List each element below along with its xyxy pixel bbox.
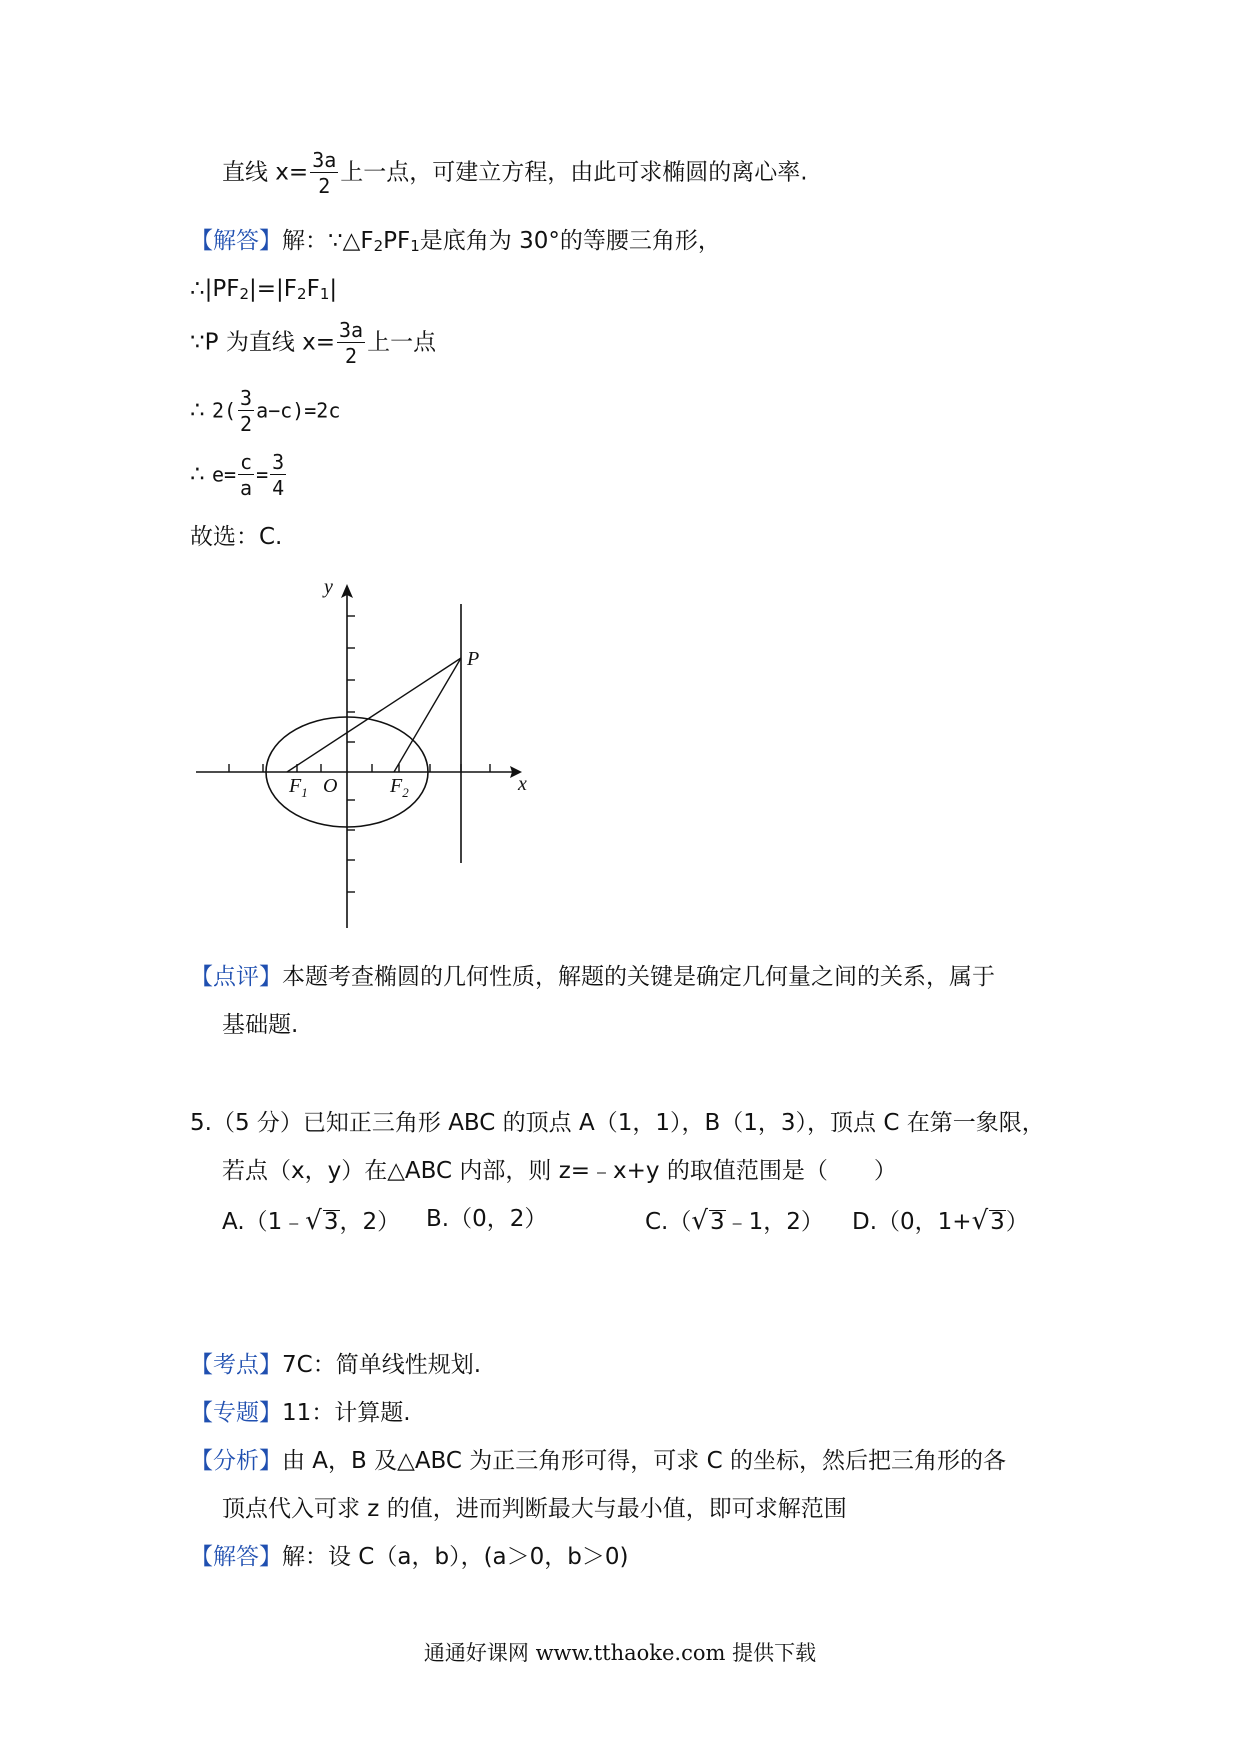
p-label: P — [467, 648, 480, 670]
option-a — [222, 1208, 400, 1234]
text: 上一点，可建立方程，由此可求椭圆的离心率. — [340, 159, 808, 186]
analysis-continuation-line — [222, 150, 808, 196]
numerator: c — [240, 450, 253, 474]
math-text: = — [256, 462, 269, 487]
text: 7C：简单线性规划. — [282, 1352, 482, 1378]
radical-sign: √ — [305, 1206, 322, 1236]
option-c — [645, 1208, 824, 1234]
text: ，2） — [339, 1209, 401, 1235]
fenxi-line-2: 顶点代入可求 z 的值，进而判断最大与最小值，即可求解范围 — [222, 1496, 847, 1522]
fraction-3-over-2 — [238, 388, 254, 434]
text: 解：设 C（a，b），(a＞0，b＞0) — [282, 1544, 629, 1570]
denominator: 2 — [345, 344, 358, 368]
fraction-3a-over-2 — [337, 320, 365, 366]
jieda-line — [190, 1546, 628, 1569]
question-5-line-1: 5.（5 分）已知正三角形 ABC 的顶点 A（1，1），B（1，3），顶点 C 在第一象限， — [190, 1110, 1045, 1136]
text: ） — [1005, 1209, 1029, 1235]
origin-label: O — [323, 775, 338, 797]
text: 直线 x= — [222, 159, 309, 186]
text: | — [329, 276, 338, 302]
review-tag: 【点评】 — [190, 964, 282, 990]
text: 本题考查椭圆的几何性质，解题的关键是确定几何量之间的关系，属于 — [282, 964, 995, 990]
choose-answer: 故选：C. — [190, 524, 283, 550]
text: ∴|PF — [190, 276, 240, 302]
radicand: 3 — [709, 1209, 725, 1235]
denominator: a — [240, 476, 253, 500]
text: 是底角为 30°的等腰三角形， — [419, 228, 721, 254]
step-p-on-line — [190, 320, 436, 366]
text: A.（1﹣ — [222, 1209, 306, 1235]
option-d — [852, 1208, 1029, 1234]
text: D.（0，1+ — [852, 1209, 972, 1235]
radicand: 3 — [323, 1209, 339, 1235]
subscript: 2 — [297, 285, 307, 303]
subscript: 2 — [239, 285, 250, 303]
jieda-tag: 【解答】 — [190, 1544, 282, 1570]
radical-sign: √ — [971, 1206, 989, 1236]
text: 解：∵△F — [282, 228, 374, 254]
page-footer: 通通好课网 www.tthaoke.com 提供下载 — [423, 1641, 817, 1665]
text: F — [306, 276, 320, 302]
text: 由 A，B 及△ABC 为正三角形可得，可求 C 的坐标，然后把三角形的各 — [282, 1448, 1006, 1474]
math-text: a−c)=2c — [256, 398, 341, 423]
text: 11：计算题. — [282, 1400, 411, 1426]
fraction-c-over-a — [238, 452, 254, 498]
label-sub: 2 — [402, 785, 409, 800]
text: ∴ — [190, 397, 205, 424]
answer-line — [190, 230, 721, 253]
segment-f1-p — [287, 658, 461, 772]
review-line-2: 基础题. — [222, 1012, 299, 1038]
kaodian-tag: 【考点】 — [190, 1352, 282, 1378]
radical-sign: √ — [691, 1206, 708, 1236]
radicand: 3 — [990, 1209, 1005, 1235]
text: PF — [383, 228, 411, 254]
label-sub: 1 — [301, 785, 308, 800]
step-equation — [190, 388, 340, 434]
x-label: x — [518, 773, 527, 795]
zhuanti-line — [190, 1402, 411, 1425]
y-ticks — [347, 616, 355, 892]
step-pf2-equals-f2f1 — [190, 278, 337, 301]
step-eccentricity — [190, 452, 288, 498]
denominator: 4 — [272, 476, 285, 500]
fraction-3-over-4 — [270, 452, 286, 498]
ellipse-figure — [180, 570, 550, 940]
question-5-line-2: 若点（x，y）在△ABC 内部，则 z=﹣x+y 的取值范围是（ ） — [222, 1158, 897, 1184]
review-line-1 — [190, 966, 995, 989]
numerator: 3a — [339, 318, 364, 342]
segment-f2-p — [394, 658, 461, 772]
f2-label — [389, 775, 409, 800]
text: |=|F — [249, 276, 298, 302]
label: F — [390, 775, 403, 797]
denominator: 2 — [318, 174, 331, 198]
kaodian-line — [190, 1354, 481, 1377]
answer-tag: 【解答】 — [190, 228, 282, 254]
option-b: B.（0，2） — [426, 1206, 548, 1232]
text: ∴ — [190, 461, 205, 488]
denominator: 2 — [240, 412, 253, 436]
numerator: 3 — [272, 450, 285, 474]
x-ticks — [229, 764, 490, 772]
text: C.（ — [645, 1209, 692, 1235]
subscript: 2 — [373, 237, 384, 255]
math-text: 2( — [211, 398, 237, 423]
y-label: y — [324, 576, 333, 598]
label: F — [289, 775, 302, 797]
numerator: 3a — [312, 148, 337, 172]
math-text: e= — [211, 462, 237, 487]
zhuanti-tag: 【专题】 — [190, 1400, 282, 1426]
subscript: 1 — [319, 285, 330, 303]
fenxi-tag: 【分析】 — [190, 1448, 282, 1474]
numerator: 3 — [240, 386, 253, 410]
text: 上一点 — [367, 329, 437, 356]
fraction-3a-over-2 — [310, 150, 338, 196]
f1-label — [288, 775, 308, 800]
text: ∵P 为直线 x= — [190, 329, 336, 356]
subscript: 1 — [410, 237, 420, 255]
fenxi-line-1 — [190, 1450, 1006, 1473]
text: ﹣1，2） — [725, 1209, 824, 1235]
